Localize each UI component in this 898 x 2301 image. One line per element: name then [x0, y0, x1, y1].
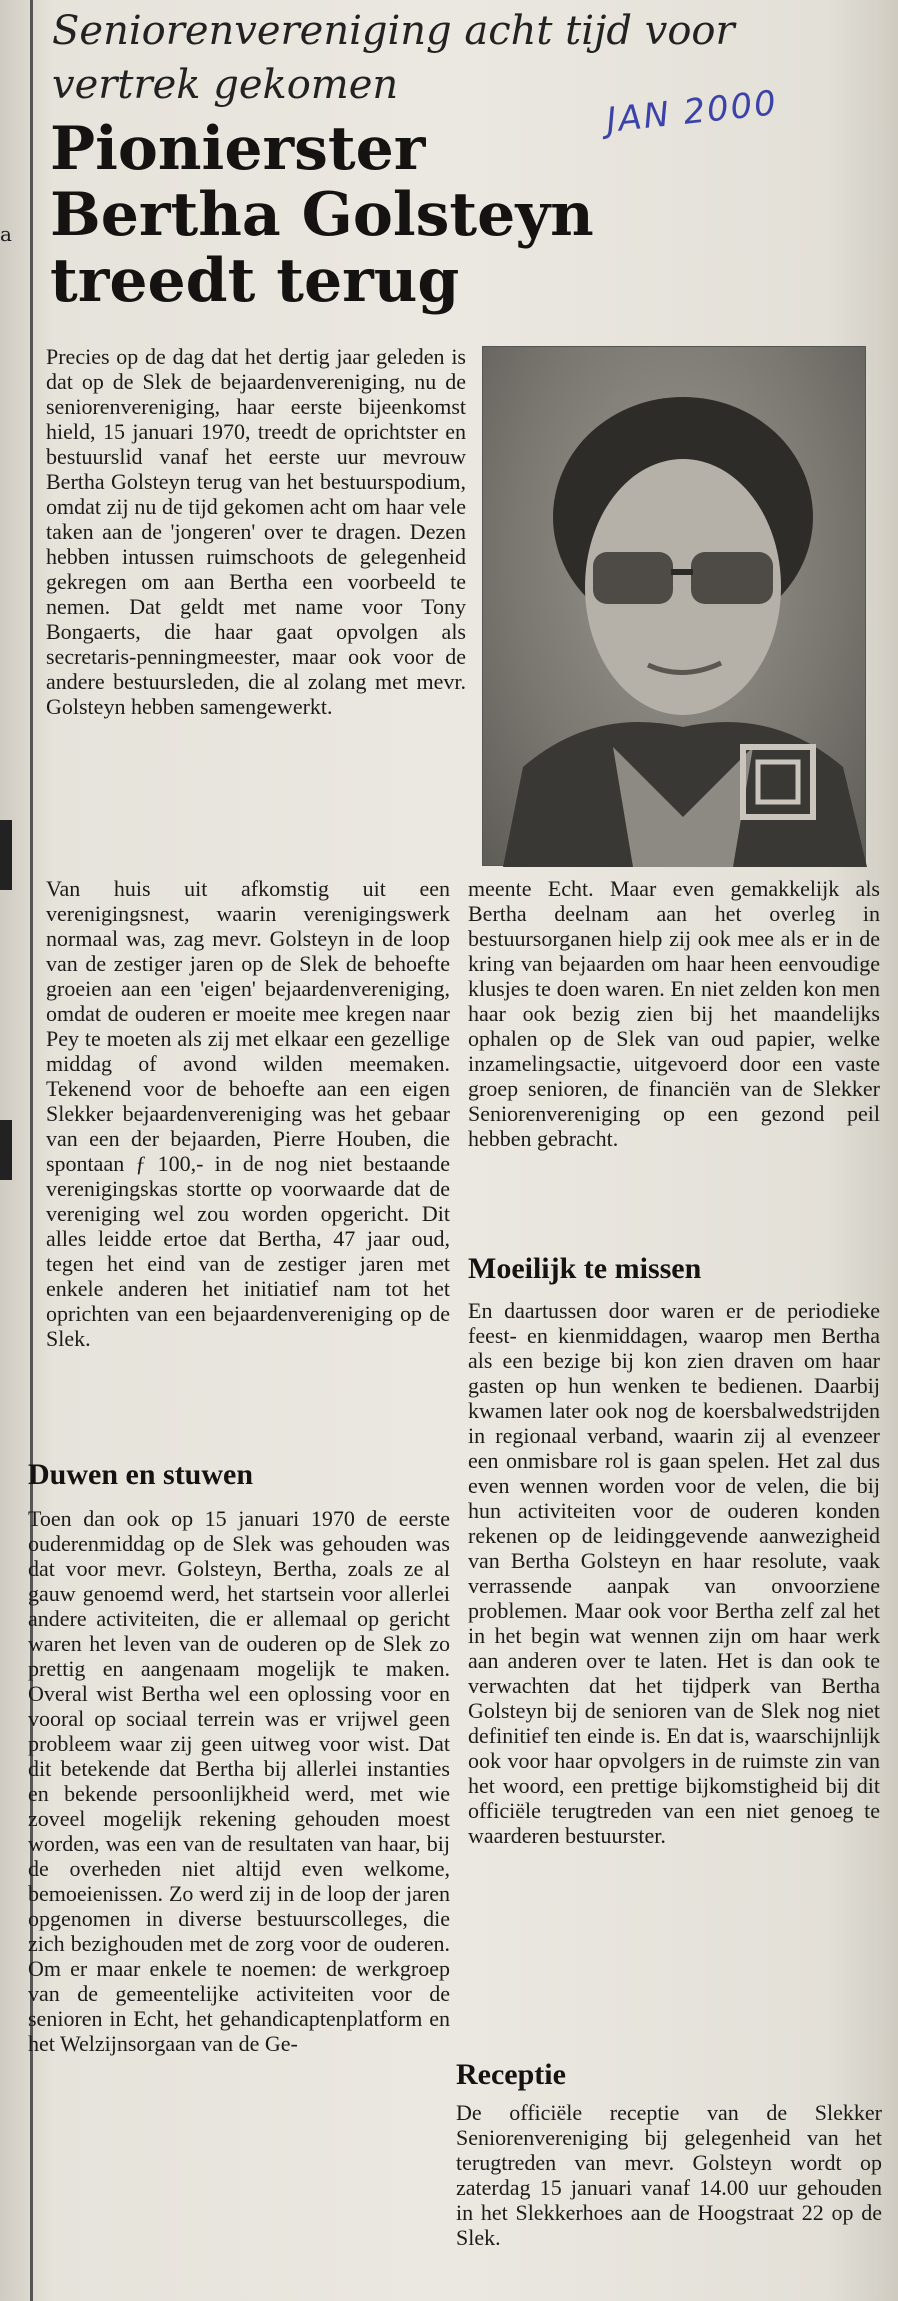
portrait-photo-icon: [483, 347, 867, 867]
section-heading-duwen: Duwen en stuwen: [28, 1458, 254, 1491]
article-paragraph-missen: [468, 1298, 880, 1848]
portrait-photo: [482, 346, 866, 866]
article-paragraph-receptie: [456, 2100, 882, 2250]
paragraph-text: Toen dan ook op 15 januari 1970 de eerste ouderenmiddag op de Slek was gehouden was dat voor mevr. Golsteyn, Bertha, zoals ze al gauw genoemd werd, het startsein voor allerlei andere activiteiten, die er allemaal op gericht waren het leven van de ouderen op de Slek zo prettig en aangenaam mogelijk te maken. Overal wist Bertha wel een oplossing voor en vooral op sociaal terrein was er vrijwel geen probleem waar zij geen uitweg voor wist. Dat dit betekende dat Bertha bij allerlei instanties en bekende persoonlijkheid werd, met wie zoveel mogelijk rekening gehouden moest worden, was een van de resultaten van haar, bij de overheden niet altijd even welkome, bemoeienissen. Zo werd zij in de loop der jaren opgenomen in diverse bestuurscolleges, die zich bezighouden met de zorg voor de ouderen. Om er maar enkele te noemen: de werkgroep van de gemeentelijke activiteiten voor de senioren in Echt, het gehandicaptenplatform en het Welzijnsorgaan van de Ge-: [28, 1506, 450, 2056]
paragraph-text: Precies op de dag dat het dertig jaar geleden is dat op de Slek de bejaardenvereniging, nu de seniorenvereniging, haar eerste bijeenkomst hield, 15 januari 1970, treedt de oprichtster en bestuurslid vanaf het eerste uur mevrouw Bertha Golsteyn terug van het bestuurspodium, omdat zij nu de tijd gekomen acht om haar vele taken aan de 'jongeren' over te dragen. Dezen hebben intussen ruimschoots de gelegenheid gekregen om aan Bertha een voorbeeld te nemen. Dat geldt met name voor Tony Bongaerts, die haar gaat opvolgen als secretaris-penningmeester, maar ook voor de andere bestuursleden, die al zolang met mevr. Golsteyn hebben samengewerkt.: [46, 344, 466, 719]
article-kicker: Seniorenvereniging acht tijd voor vertrek gekomen: [52, 8, 735, 108]
adjacent-article-fragment: a: [0, 222, 12, 246]
section-heading-receptie: Receptie: [456, 2058, 566, 2091]
article-paragraph-origins: [46, 876, 450, 1351]
paragraph-text: Van huis uit afkomstig uit een verenigingsnest, waarin verenigingswerk normaal was, zag mevr. Golsteyn in de loop van de zestiger jaren op de Slek de behoefte groeien aan een 'eigen' bejaardenvereniging, omdat de ouderen er moeite mee kregen naar Pey te moeten als zij met elkaar een gezellige middag of avond wilden meemaken. Tekenend voor de behoefte aan een eigen Slekker bejaardenvereniging was het gebaar van een der bejaarden, Pierre Houben, die spontaan ƒ 100,- in de nog niet bestaande verenigingskas stortte op voorwaarde dat de vereniging wel zou worden opgericht. Dit alles leidde ertoe dat Bertha, 47 jaar oud, tegen het eind van de zestiger jaren met enkele anderen het initiatief nam tot het oprichten van een bejaardenvereniging op de Slek.: [46, 876, 450, 1351]
paragraph-text: De officiële receptie van de Slekker Seniorenvereniging bij gelegenheid van het terugtreden van mevr. Golsteyn wordt op zaterdag 15 januari vanaf 14.00 uur gehouden in het Slekkerhoes aan de Hoogstraat 22 op de Slek.: [456, 2100, 882, 2250]
adjacent-article-block: [0, 820, 12, 890]
article-paragraph-intro: [46, 344, 466, 719]
section-heading-missen: Moeilijk te missen: [468, 1252, 702, 1285]
article-headline: Pionierster Bertha Golsteyn treedt terug: [50, 114, 594, 316]
article-paragraph-continuation: [468, 876, 880, 1151]
handwritten-date-annotation: JAN 2000: [604, 83, 780, 141]
paragraph-text: En daartussen door waren er de periodieke feest- en kienmiddagen, waarop men Bertha als een bezige bij kon zien draven om haar gasten op hun wenken te bedienen. Daarbij kwamen later ook nog de koersbalwedstrijden in regionaal verband, waarin zij al evenzeer een onmisbare rol is gaan spelen. Het zal dus even wennen worden voor de velen, die bij hun activiteiten voor de ouderen konden rekenen op de leidinggevende aanwezigheid van Bertha Golsteyn en haar resolute, vaak verrassende aanpak van onvoorziene problemen. Maar ook voor Bertha zelf zal het in het begin wat wennen zijn om haar werk aan anderen over te laten. Het is dan ook te verwachten dat het tijdperk van Bertha Golsteyn bij de senioren van de Slek nog niet definitief ten einde is. En dat is, waarschijnlijk ook voor haar opvolgers in de ruimste zin van het woord, een prettige bijkomstigheid bij dit officiële terugtreden van een niet genoeg te waarderen bestuurster.: [468, 1298, 880, 1848]
adjacent-article-block: [0, 1120, 12, 1180]
paragraph-text: meente Echt. Maar even gemakkelijk als Bertha deelnam aan het overleg in bestuursorganen hielp zij ook mee als er in de kring van bejaarden om haar heen eenvoudige klusjes te doen waren. En niet zelden kon men haar ook bezig zien bij het maandelijks ophalen op de Slek van oud papier, welke inzamelingsactie, uitgevoerd door een vaste groep senioren, de financiën van de Slekker Seniorenvereniging op een gezond peil hebben gebracht.: [468, 876, 880, 1151]
article-paragraph-activities: [28, 1506, 450, 2056]
